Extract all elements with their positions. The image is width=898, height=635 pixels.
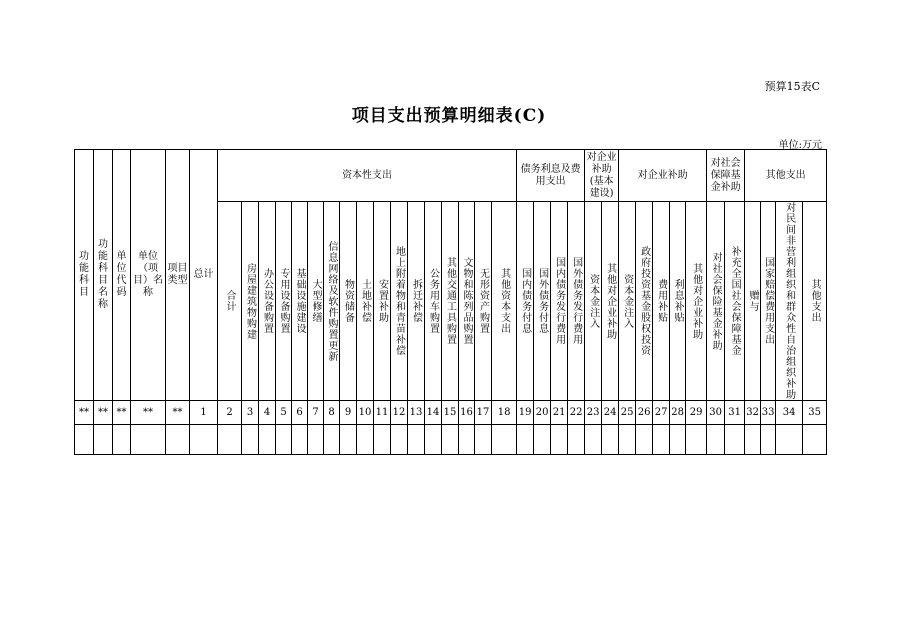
column-header-0-5-text: 大型修缮 xyxy=(310,279,321,323)
data-cell-37 xyxy=(761,425,776,455)
column-header-0-13 xyxy=(442,202,459,401)
column-header-5-2-text: 对民间非营利组织和群众性自治组织补助 xyxy=(783,202,795,400)
number-cell-33: 29 xyxy=(686,401,707,425)
column-header-2-0-text: 资本金注入 xyxy=(587,273,599,329)
data-cell-4 xyxy=(166,425,190,455)
data-cell-27 xyxy=(585,425,602,455)
column-header-0-10 xyxy=(391,202,408,401)
number-cell-6: 2 xyxy=(218,401,242,425)
column-header-0-15-text: 无形资产购置 xyxy=(477,268,489,334)
column-header-0-15 xyxy=(475,202,492,401)
number-cell-18: 14 xyxy=(425,401,442,425)
form-code: 预算15表C xyxy=(764,80,820,93)
group-header-5-text: 其他支出 xyxy=(765,169,806,181)
column-header-0-2 xyxy=(259,202,276,401)
number-cell-32: 28 xyxy=(670,401,686,425)
number-cell-31: 27 xyxy=(653,401,670,425)
column-header-0-16-text: 其他资本支出 xyxy=(498,268,510,334)
number-cell-34: 30 xyxy=(707,401,725,425)
column-header-0-7-text: 物资储备 xyxy=(342,279,354,323)
column-header-0-6 xyxy=(324,202,340,401)
number-cell-5: 1 xyxy=(190,401,218,425)
number-cell-8: 4 xyxy=(259,401,276,425)
left-header-4-text: 项目类型 xyxy=(167,263,188,286)
group-header-4-text: 对社会保障基金补助 xyxy=(710,157,741,193)
left-header-5-text: 总计 xyxy=(193,269,214,280)
number-cell-9: 5 xyxy=(276,401,292,425)
number-cell-25: 21 xyxy=(551,401,568,425)
column-header-0-4 xyxy=(292,202,308,401)
number-cell-22: 18 xyxy=(492,401,517,425)
column-header-0-0-text: 合计 xyxy=(224,290,235,312)
left-header-3 xyxy=(131,150,166,401)
page-title: 项目支出预算明细表(C) xyxy=(351,106,547,126)
unit-label: 单位:万元 xyxy=(778,140,822,151)
data-cell-5 xyxy=(190,425,218,455)
group-header-5 xyxy=(745,150,827,202)
number-cell-0: ** xyxy=(75,401,94,425)
data-cell-39 xyxy=(803,425,827,455)
column-header-3-1-text: 政府投资基金股权投资 xyxy=(638,246,650,356)
group-header-4 xyxy=(707,150,745,202)
group-header-3 xyxy=(619,150,707,202)
data-cell-36 xyxy=(745,425,761,455)
column-header-5-1 xyxy=(761,202,776,401)
number-cell-1: ** xyxy=(94,401,113,425)
column-header-5-3-text: 其他支出 xyxy=(809,279,821,323)
number-cell-35: 31 xyxy=(725,401,745,425)
column-header-0-14 xyxy=(459,202,475,401)
column-header-0-8-text: 土地补偿 xyxy=(359,279,371,323)
data-cell-13 xyxy=(340,425,357,455)
number-cell-38: 34 xyxy=(776,401,803,425)
number-cell-4: ** xyxy=(166,401,190,425)
column-header-0-6-text: 信息网络及软件购置更新 xyxy=(326,240,337,362)
number-cell-24: 20 xyxy=(534,401,551,425)
column-header-0-0 xyxy=(218,202,242,401)
data-cell-38 xyxy=(776,425,803,455)
number-cell-3: ** xyxy=(131,401,166,425)
column-header-0-11-text: 拆迁补偿 xyxy=(410,279,422,323)
column-header-0-4-text: 基础设施建设 xyxy=(294,268,305,334)
data-cell-17 xyxy=(408,425,425,455)
column-header-4-1 xyxy=(725,202,745,401)
column-header-1-3-text: 国外债务发行费用 xyxy=(570,257,582,345)
number-cell-17: 13 xyxy=(408,401,425,425)
left-header-0-text: 功能科目 xyxy=(79,251,89,298)
column-header-0-11 xyxy=(408,202,425,401)
number-cell-29: 25 xyxy=(619,401,636,425)
column-header-5-2 xyxy=(776,202,803,401)
column-header-0-1-text: 房屋建筑物购建 xyxy=(244,262,256,340)
column-header-0-9-text: 安置补助 xyxy=(376,279,388,323)
data-cell-28 xyxy=(602,425,619,455)
left-header-4 xyxy=(166,150,190,401)
column-header-3-2-text: 费用补贴 xyxy=(655,279,667,323)
number-cell-2: ** xyxy=(113,401,131,425)
data-cell-11 xyxy=(308,425,324,455)
column-header-0-12-text: 公务用车购置 xyxy=(427,268,439,334)
column-header-3-0-text: 资本金注入 xyxy=(621,273,633,329)
column-header-5-3 xyxy=(803,202,827,401)
column-header-5-1-text: 国家赔偿费用支出 xyxy=(762,257,774,345)
data-cell-33 xyxy=(686,425,707,455)
group-header-0 xyxy=(218,150,517,202)
number-cell-36: 32 xyxy=(745,401,761,425)
group-header-3-text: 对企业补助 xyxy=(637,169,688,181)
data-cell-12 xyxy=(324,425,340,455)
column-header-1-3 xyxy=(568,202,585,401)
group-header-1-text: 债务利息及费用支出 xyxy=(520,163,581,187)
data-cell-10 xyxy=(292,425,308,455)
column-header-4-0 xyxy=(707,202,725,401)
column-header-0-10-text: 地上附着物和青苗补偿 xyxy=(393,246,405,356)
column-header-3-4 xyxy=(686,202,707,401)
column-header-0-16 xyxy=(492,202,517,401)
data-cell-0 xyxy=(75,425,94,455)
number-cell-26: 22 xyxy=(568,401,585,425)
column-header-1-0-text: 国内债务付息 xyxy=(519,268,531,334)
column-header-3-4-text: 其他对企业补助 xyxy=(690,262,702,340)
data-cell-20 xyxy=(459,425,475,455)
data-cell-6 xyxy=(218,425,242,455)
data-cell-30 xyxy=(636,425,653,455)
number-cell-7: 3 xyxy=(242,401,259,425)
number-cell-19: 15 xyxy=(442,401,459,425)
left-header-1-text: 功能科目名称 xyxy=(98,239,108,310)
column-header-1-2 xyxy=(551,202,568,401)
data-cell-25 xyxy=(551,425,568,455)
column-header-4-1-text: 补充全国社会保障基金 xyxy=(729,246,741,356)
column-header-3-1 xyxy=(636,202,653,401)
column-header-1-0 xyxy=(517,202,534,401)
number-cell-37: 33 xyxy=(761,401,776,425)
data-cell-16 xyxy=(391,425,408,455)
column-header-5-0 xyxy=(745,202,761,401)
data-cell-32 xyxy=(670,425,686,455)
data-cell-9 xyxy=(276,425,292,455)
left-header-5 xyxy=(190,150,218,401)
data-cell-15 xyxy=(374,425,391,455)
data-cell-34 xyxy=(707,425,725,455)
group-header-0-text: 资本性支出 xyxy=(342,169,393,181)
column-header-3-3-text: 利息补贴 xyxy=(672,279,684,323)
column-header-3-2 xyxy=(653,202,670,401)
budget-detail-table xyxy=(74,149,827,455)
column-header-0-3-text: 专用设备购置 xyxy=(278,268,289,334)
number-cell-10: 6 xyxy=(292,401,308,425)
column-header-5-0-text: 赠与 xyxy=(747,290,759,312)
column-header-0-3 xyxy=(276,202,292,401)
data-cell-23 xyxy=(517,425,534,455)
data-cell-1 xyxy=(94,425,113,455)
number-cell-14: 10 xyxy=(357,401,374,425)
left-header-1 xyxy=(94,150,113,401)
column-header-2-1-text: 其他对企业补助 xyxy=(604,262,616,340)
column-header-2-1 xyxy=(602,202,619,401)
column-header-3-3 xyxy=(670,202,686,401)
number-cell-23: 19 xyxy=(517,401,534,425)
data-cell-24 xyxy=(534,425,551,455)
number-cell-28: 24 xyxy=(602,401,619,425)
column-header-3-0 xyxy=(619,202,636,401)
column-header-0-1 xyxy=(242,202,259,401)
group-header-2 xyxy=(585,150,619,202)
data-cell-29 xyxy=(619,425,636,455)
data-cell-8 xyxy=(259,425,276,455)
number-cell-39: 35 xyxy=(803,401,827,425)
left-header-0 xyxy=(75,150,94,401)
column-header-0-14-text: 文物和陈列品购置 xyxy=(461,257,472,345)
column-header-0-2-text: 办公设备购置 xyxy=(261,268,273,334)
column-header-0-12 xyxy=(425,202,442,401)
data-cell-31 xyxy=(653,425,670,455)
column-header-2-0 xyxy=(585,202,602,401)
data-cell-7 xyxy=(242,425,259,455)
number-cell-30: 26 xyxy=(636,401,653,425)
column-header-1-2-text: 国内债务发行费用 xyxy=(553,257,565,345)
number-cell-12: 8 xyxy=(324,401,340,425)
column-header-4-0-text: 对社会保险基金补助 xyxy=(710,251,722,351)
number-cell-13: 9 xyxy=(340,401,357,425)
data-cell-26 xyxy=(568,425,585,455)
number-cell-15: 11 xyxy=(374,401,391,425)
data-cell-14 xyxy=(357,425,374,455)
column-header-1-1-text: 国外债务付息 xyxy=(536,268,548,334)
data-cell-21 xyxy=(475,425,492,455)
column-header-0-7 xyxy=(340,202,357,401)
group-header-1 xyxy=(517,150,585,202)
left-header-2-text: 单位代码 xyxy=(116,251,127,298)
left-header-3-text: 单位（项目）名称 xyxy=(133,251,163,298)
number-cell-21: 17 xyxy=(475,401,492,425)
number-cell-16: 12 xyxy=(391,401,408,425)
data-cell-3 xyxy=(131,425,166,455)
column-header-0-5 xyxy=(308,202,324,401)
left-header-2 xyxy=(113,150,131,401)
column-header-1-1 xyxy=(534,202,551,401)
column-header-0-9 xyxy=(374,202,391,401)
column-header-0-8 xyxy=(357,202,374,401)
data-cell-18 xyxy=(425,425,442,455)
data-cell-2 xyxy=(113,425,131,455)
number-cell-20: 16 xyxy=(459,401,475,425)
data-cell-35 xyxy=(725,425,745,455)
number-cell-27: 23 xyxy=(585,401,602,425)
column-header-0-13-text: 其他交通工具购置 xyxy=(444,257,456,345)
group-header-2-text: 对企业补助(基本建设) xyxy=(586,151,617,199)
data-cell-19 xyxy=(442,425,459,455)
data-cell-22 xyxy=(492,425,517,455)
number-cell-11: 7 xyxy=(308,401,324,425)
